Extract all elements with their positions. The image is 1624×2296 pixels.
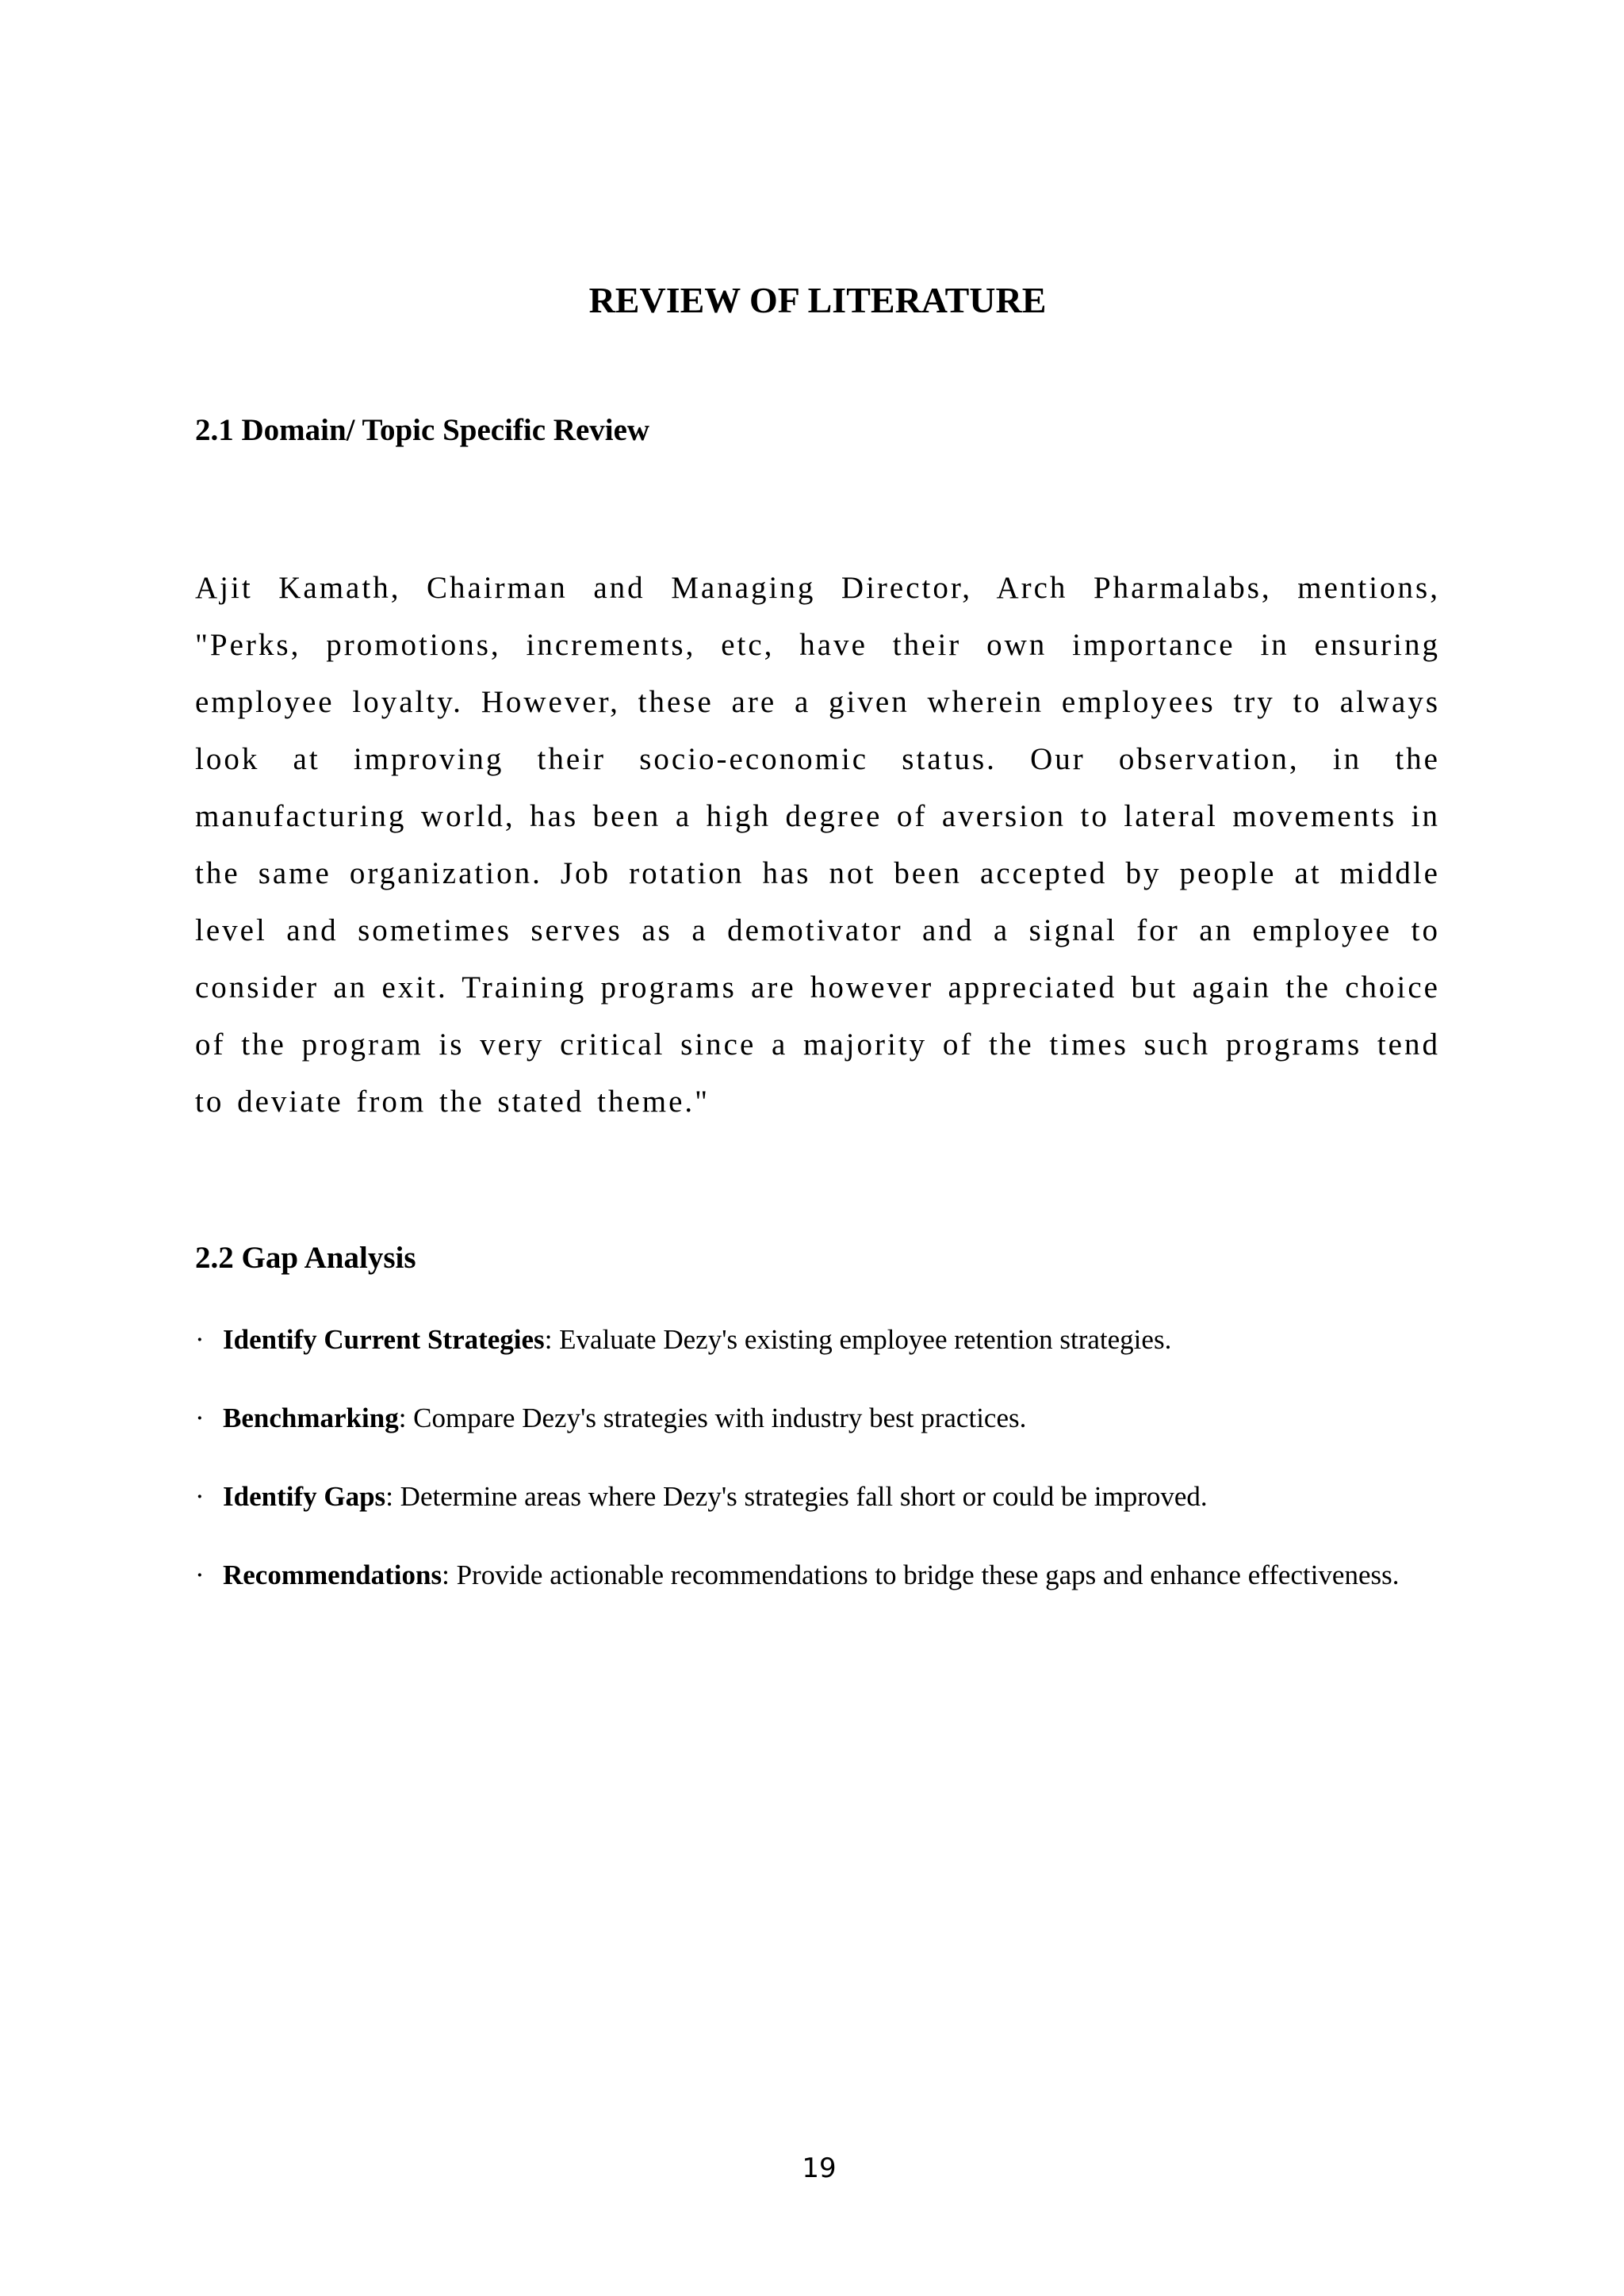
gap-item-text: : Compare Dezy's strategies with industry best practices. [398,1402,1027,1433]
gap-item-term: Benchmarking [223,1402,399,1433]
gap-item-term: Identify Current Strategies [223,1324,545,1355]
bullet-icon: · [195,1481,205,1512]
bullet-icon: · [195,1402,205,1433]
section-heading-domain-review: 2.1 Domain/ Topic Specific Review [195,413,650,447]
gap-analysis-item [195,1312,1440,1368]
bullet-icon: · [195,1559,205,1590]
gap-analysis-item [195,1548,1440,1603]
gap-item-term: Identify Gaps [223,1481,386,1512]
bullet-icon: · [195,1324,205,1355]
review-paragraph: Ajit Kamath, Chairman and Managing Director, Arch Pharmalabs, mentions, "Perks, promotions, increments, etc, have their own importance in ensuring employee loyalty. However, these are a given wherein employees try to always look at improving their socio-economic status. Our observation, in the manufacturing world, has been a high degree of aversion to lateral movements in the same organization. Job rotation has not been accepted by people at middle level and sometimes serves as a demotivator and a signal for an employee to consider an exit. Training programs are however appreciated but again the choice of the program is very critical since a majority of the times such programs tend to deviate from the stated theme." [195,571,1440,1119]
gap-item-text: : Provide actionable recommendations to bridge these gaps and enhance effectiveness. [442,1559,1400,1590]
gap-analysis-item [195,1469,1440,1525]
gap-item-text: : Evaluate Dezy's existing employee retention strategies. [544,1324,1172,1355]
section-heading-gap-analysis: 2.2 Gap Analysis [195,1241,416,1275]
gap-analysis-item [195,1391,1440,1446]
gap-item-text: : Determine areas where Dezy's strategies fall short or could be improved. [385,1481,1208,1512]
gap-item-term: Recommendations [223,1559,442,1590]
page-number: 19 [802,2152,837,2184]
page-title: REVIEW OF LITERATURE [588,280,1047,320]
